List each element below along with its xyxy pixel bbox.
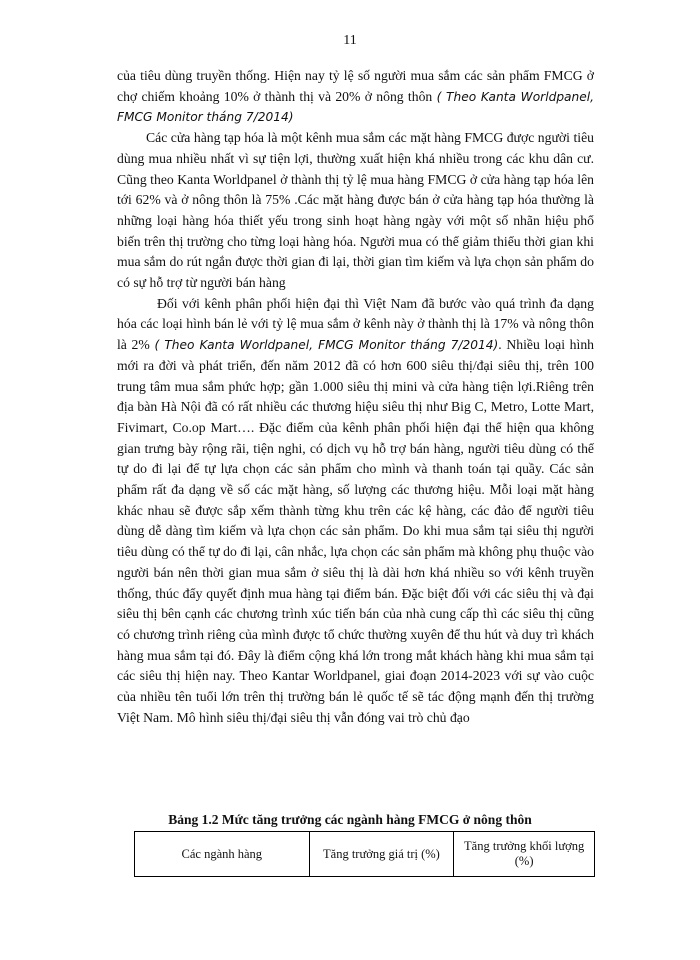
paragraph-3 [117, 294, 594, 729]
paragraph-1-citation: ( Theo Kanta Worldpanel, FMCG Monitor tháng 7/2014) [117, 89, 595, 125]
header-volume-growth: Tăng trưởng khối lượng (%) [454, 832, 595, 877]
paragraph-3-text-b: . Nhiều loại hình mới ra đời và phát triển, đến năm 2012 đã có hơn 600 siêu thị/đại siêu thị, trên 100 trung tâm mua sắm phức hợp; gần 1.000 siêu thị mini và cửa hàng tiện lợi.Riêng trên địa bàn Hà Nội đã có rất nhiều các thương hiệu siêu thị như Big C, Metro, Lotte Mart, Fivimart, Co.op Mart…. Đặc điểm của kênh phân phối hiện đại thể hiện qua không gian trưng bày rộng rãi, tiện nghi, có dịch vụ hỗ trợ bán hàng, người tiêu dùng có thể tự do đi lại để tự lựa chọn các sản phẩm cho mình và thanh toán tại quầy. Các sản phẩm rất đa dạng về số các mặt hàng, số lượng các thương hiệu. Mỗi loại mặt hàng khác nhau sẽ được sắp xếm thành từng khu trên các kệ hàng, các đảo để người tiêu dùng dễ dàng tìm kiếm và lựa chọn các sản phẩm. Do khi mua sắm tại siêu thị người tiêu dùng có thể tự do đi lại, cân nhắc, lựa chọn các sản phẩm mà không phụ thuộc vào người bán nên thời gian mua sắm ở siêu thị là dài hơn khá nhiều so với kênh truyền thống, thúc đẩy quyết định mua hàng tại điểm bán. Đặc biệt đối với các siêu thị và đại siêu thị bên cạnh các chương trình xúc tiến bán của nhà cung cấp thì các siêu thị cũng có chương trình riêng của mình được tổ chức thường xuyên để thu hút và duy trì khách hàng mua sắm tại đó. Đây là điểm cộng khá lớn trong mắt khách hàng khi mua sắm tại các siêu thị hiện nay. Theo Kantar Worldpanel, giai đoạn 2014-2023 với sự vào cuộc của nhiều tên tuổi lớn trên thị trường bán lẻ quốc tế sẽ tác động mạnh đến thị trường Việt Nam. Mô hình siêu thị/đại siêu thị vẫn đóng vai trò chủ đạo [117, 337, 595, 725]
header-value-growth: Tăng trưởng giá trị (%) [309, 832, 454, 877]
header-category: Các ngành hàng [135, 832, 310, 877]
paragraph-1-text: của tiêu dùng truyền thống. Hiện nay tỷ lệ số người mua sắm các sản phẩm FMCG ở chợ chiếm khoảng 10% ở thành thị và 20% ở nông thôn [117, 68, 594, 104]
paragraph-3-text-a: Đối với kênh phân phối hiện đại thì Việt Nam đã bước vào quá trình đa dạng hóa các loại hình bán lẻ với tỷ lệ mua sắm ở kênh này ở thành thị là 17% và nông thôn là 2% [117, 295, 594, 353]
document-body [117, 66, 594, 729]
page-number: 11 [343, 33, 357, 48]
paragraph-1 [117, 66, 594, 128]
paragraph-3-citation: ( Theo Kanta Worldpanel, FMCG Monitor tháng 7/2014) [154, 338, 499, 353]
paragraph-2: Các cửa hàng tạp hóa là một kênh mua sắm các mặt hàng FMCG được người tiêu dùng mua nhiều nhất vì sự tiện lợi, thường xuất hiện khá nhiều trong các khu dân cư. Cũng theo Kanta Worldpanel ở thành thị tỷ lệ mua hàng FMCG ở cửa hàng tạp hóa lên tới 62% và ở nông thôn là 75% .Các mặt hàng được bán ở cửa hàng tạp hóa thường là những loại hàng hóa thiết yếu trong sinh hoạt hàng ngày với một số nhãn hiệu phổ biến trên thị trường cho từng loại hàng hóa. Người mua có thể giảm thiểu thời gian khi mua sắm do rút ngắn được thời gian đi lại, thời gian tìm kiếm và lựa chọn sản phẩm do có sự hỗ trợ từ người bán hàng [117, 130, 594, 291]
table-caption: Bảng 1.2 Mức tăng trưởng các ngành hàng FMCG ở nông thôn [168, 812, 532, 827]
fmcg-growth-table [134, 831, 595, 877]
table-header-row [135, 832, 595, 877]
